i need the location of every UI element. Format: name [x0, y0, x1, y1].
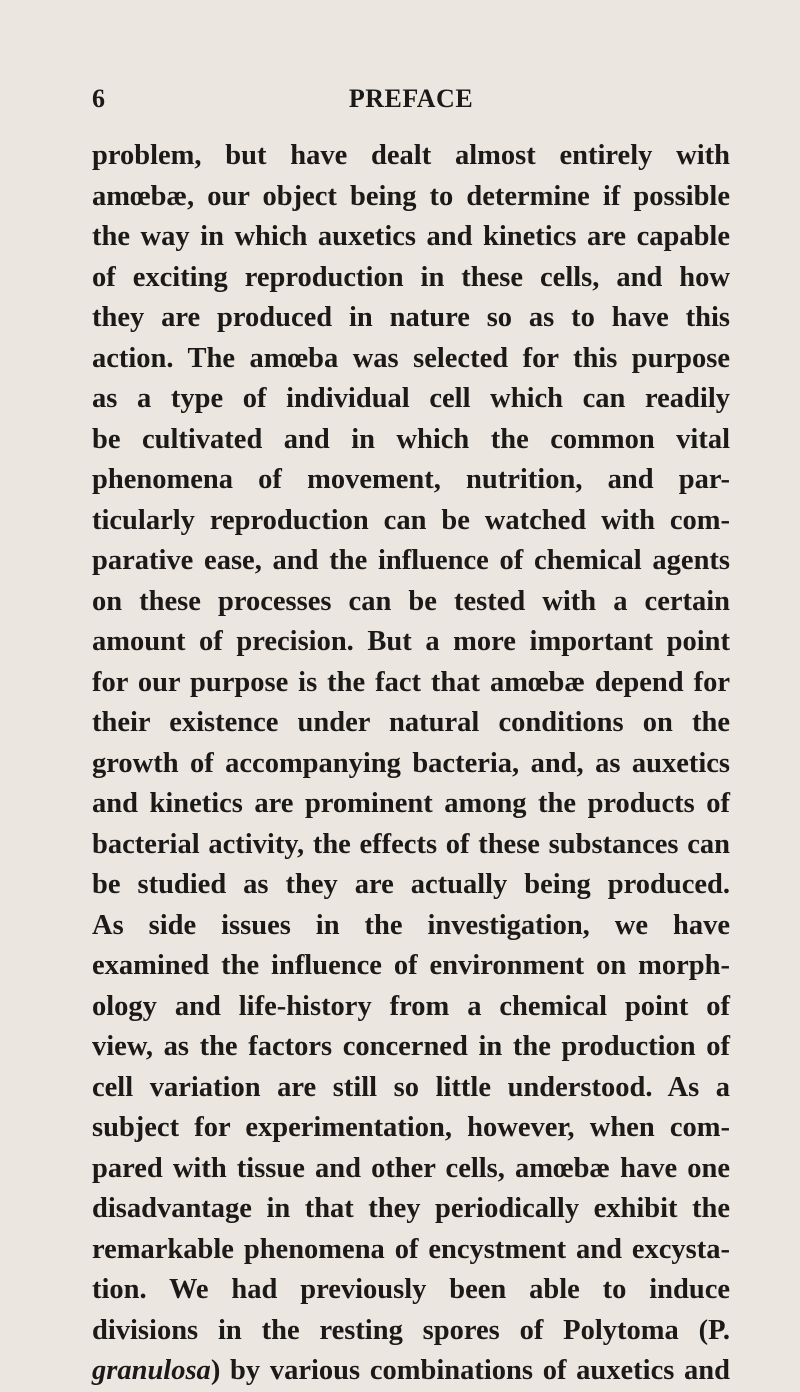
text-line: cell variation are still so little understood. As a — [92, 1071, 730, 1103]
species-name-italic: granulosa — [92, 1355, 211, 1386]
text-line: growth of accompanying bacteria, and, as auxetics — [92, 747, 730, 779]
page-number: 6 — [92, 84, 106, 113]
text-line: problem, but have dealt almost entirely with — [92, 140, 730, 171]
text-line: phenomena of movement, nutrition, and par- — [92, 464, 730, 495]
text-line: ticularly reproduction can be watched with com- — [92, 504, 730, 536]
text-line: they are produced in nature so as to have this — [92, 302, 730, 333]
text-line: bacterial activity, the effects of these substances can — [92, 828, 730, 860]
text-line: for our purpose is the fact that amœbæ depend for — [92, 666, 730, 698]
text-line: be cultivated and in which the common vital — [92, 423, 730, 455]
text-line: as a type of individual cell which can readily — [92, 383, 730, 414]
text-line: disadvantage in that they periodically exhibit the — [92, 1193, 730, 1224]
text-line: tion. We had previously been able to induce — [92, 1274, 730, 1305]
running-title: PREFACE — [348, 84, 474, 113]
text-line-tail: ) by various combinations of auxetics and — [210, 1355, 730, 1386]
text-line: amount of precision. But a more important point — [92, 626, 730, 657]
running-head — [92, 84, 730, 124]
text-line: on these processes can be tested with a certain — [92, 585, 730, 617]
text-line: ology and life-history from a chemical point of — [92, 990, 730, 1022]
text-line: subject for experimentation, however, when com- — [92, 1112, 730, 1143]
text-line: amœbæ, our object being to determine if possible — [92, 180, 730, 212]
text-line: examined the influence of environment on morph- — [92, 950, 730, 981]
text-line: and kinetics are prominent among the products of — [92, 788, 730, 819]
text-line: action. The amœba was selected for this purpose — [92, 342, 730, 374]
text-line: remarkable phenomena of encystment and excysta- — [92, 1233, 730, 1265]
text-line: of exciting reproduction in these cells, and how — [92, 261, 730, 293]
text-line-last — [92, 1351, 730, 1392]
text-line: parative ease, and the influence of chemical agents — [92, 545, 730, 576]
text-line: divisions in the resting spores of Polytoma (P. — [92, 1314, 730, 1346]
text-line: view, as the factors concerned in the production of — [92, 1031, 730, 1062]
text-line: their existence under natural conditions on the — [92, 707, 730, 738]
text-line: be studied as they are actually being produced. — [92, 869, 730, 900]
body-paragraph — [92, 136, 730, 1392]
text-line: the way in which auxetics and kinetics are capable — [92, 221, 730, 252]
text-line: pared with tissue and other cells, amœbæ have one — [92, 1152, 730, 1184]
text-line: As side issues in the investigation, we have — [92, 909, 730, 941]
